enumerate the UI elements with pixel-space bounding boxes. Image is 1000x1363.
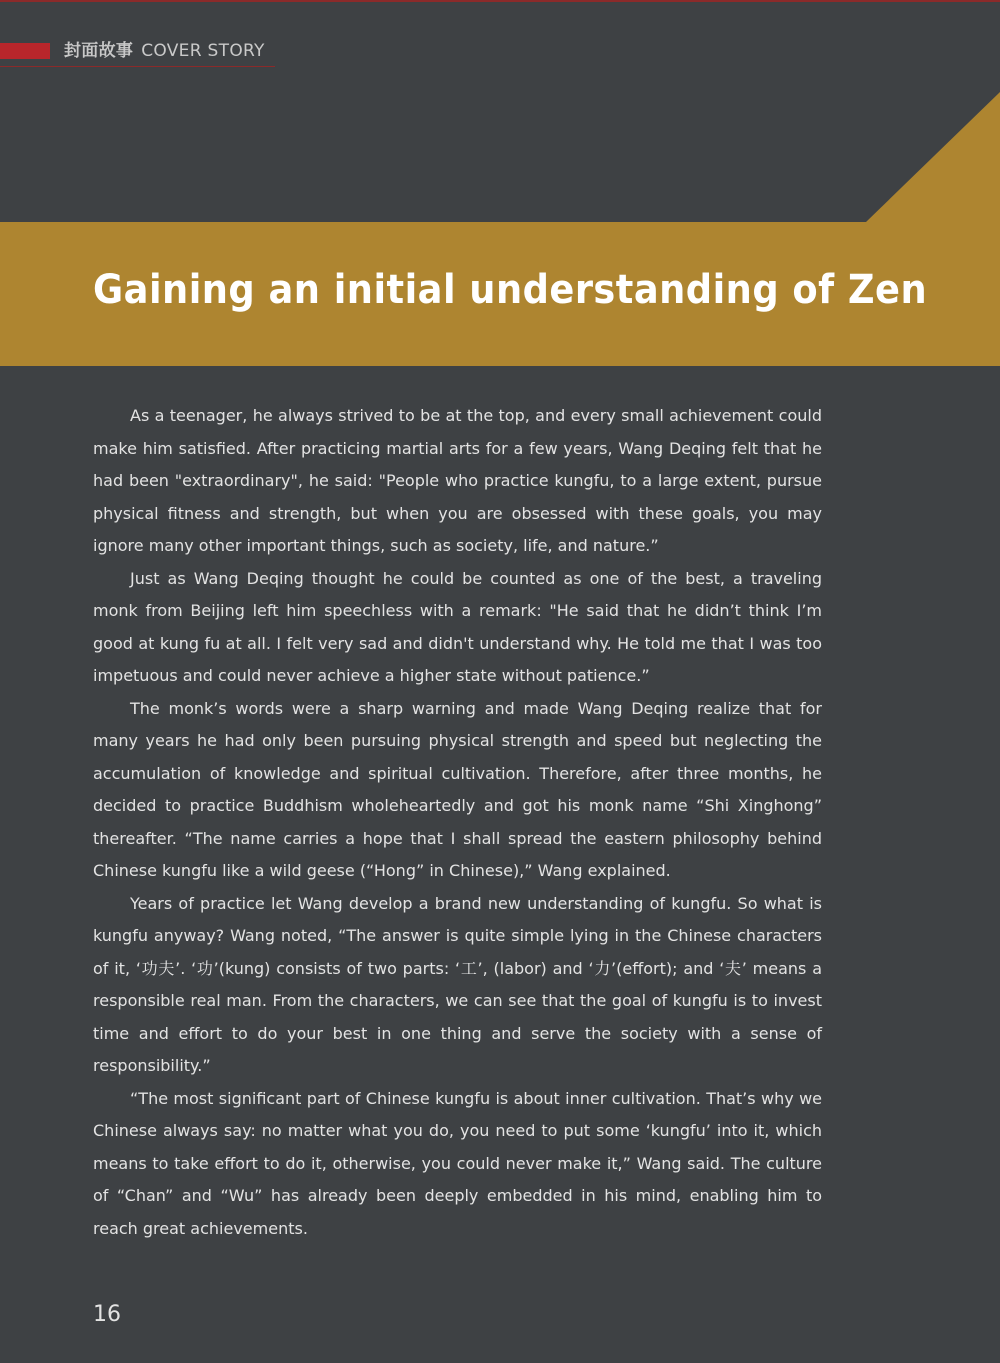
article-paragraph: Years of practice let Wang develop a brand new understanding of kungfu. So what is kungfu anyway? Wang noted, “The answer is quite simple lying in the Chinese characters of it, ‘功夫’. ‘功’(kung) consists of two parts: ‘工’, (labor) and ‘力’(effort); and ‘夫’ means a responsible real man. From the characters, we can see that the goal of kungfu is to invest time and effort to do your best in one thing and serve the society with a sense of responsibility.” xyxy=(93,893,822,1075)
article-paragraph: As a teenager, he always strived to be at the top, and every small achievement could make him satisfied. After practicing martial arts for a few years, Wang Deqing felt that he had been "extraordinary", he said: "People who practice kungfu, to a large extent, pursue physical fitness and strength, but when you are obsessed with these goals, you may ignore many other important things, such as society, life, and nature.” xyxy=(93,406,822,555)
article-paragraph: Just as Wang Deqing thought he could be counted as one of the best, a traveling monk from Beijing left him speechless with a remark: "He said that he didn’t think I’m good at kung fu at all. I felt very sad and didn't understand why. He told me that I was too impetuous and could never achieve a higher state without patience.” xyxy=(93,568,822,685)
article-paragraph: The monk’s words were a sharp warning and made Wang Deqing realize that for many years he had only been pursuing physical strength and speed but neglecting the accumulation of knowledge and spiritual cultivation. Therefore, after three months, he decided to practice Buddhism wholeheartedly and got his monk name “Shi Xinghong” thereafter. “The name carries a hope that I shall spread the eastern philosophy behind Chinese kungfu like a wild geese (“Hong” in Chinese),” Wang explained. xyxy=(93,698,822,880)
title-banner-shape xyxy=(0,92,1000,366)
article-title: Gaining an initial understanding of Zen xyxy=(93,267,928,313)
section-label-zh: 封面故事 xyxy=(64,41,134,61)
section-label-en: COVER STORY xyxy=(141,41,265,61)
article-body xyxy=(93,400,822,1245)
page-number: 16 xyxy=(93,1302,121,1327)
article-paragraph: “The most significant part of Chinese kungfu is about inner cultivation. That’s why we Chinese always say: no matter what you do, you need to put some ‘kungfu’ into it, which means to take effort to do it, otherwise, you could never make it,” Wang said. The culture of “Chan” and “Wu” has already been deeply embedded in his mind, enabling him to reach great achievements. xyxy=(93,1088,822,1238)
